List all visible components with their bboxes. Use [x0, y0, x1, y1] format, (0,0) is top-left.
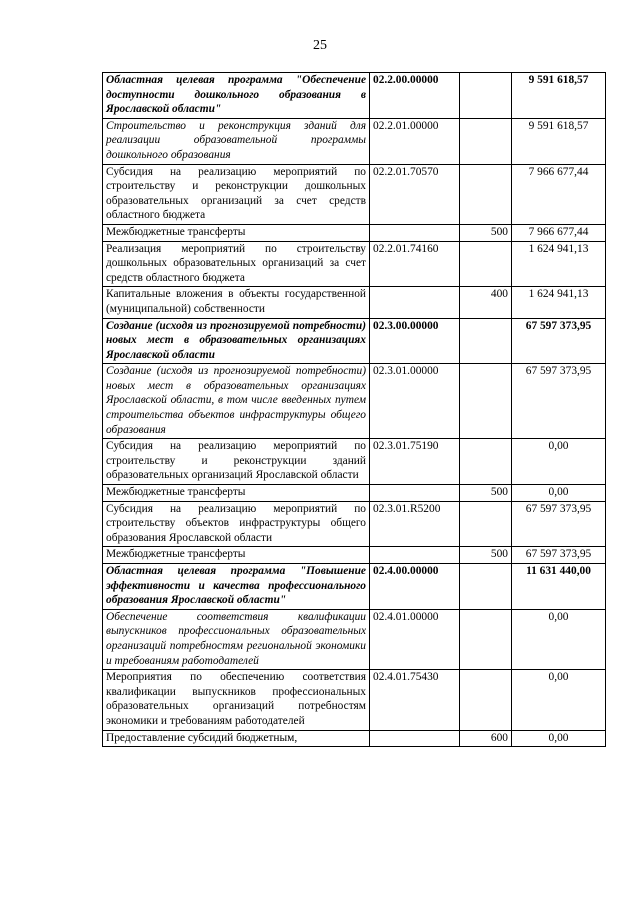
row-amount-cell: 67 597 373,95 [512, 501, 606, 547]
table-row [103, 164, 606, 224]
row-expense-type-cell [460, 73, 512, 119]
table-row [103, 501, 606, 547]
row-name-cell: Субсидия на реализацию мероприятий по строительству и реконструкции дошкольных образовательных организаций за счет средств областного бюджета [103, 164, 370, 224]
row-amount-cell: 1 624 941,13 [512, 241, 606, 287]
row-name-cell: Обеспечение соответствия квалификации выпускников профессиональных образовательных организаций потребностям региональной экономики и требованиям работодателей [103, 609, 370, 669]
row-code-cell [370, 485, 460, 502]
page-number: 25 [313, 38, 327, 53]
row-expense-type-cell [460, 501, 512, 547]
row-expense-type-cell [460, 364, 512, 439]
row-amount-cell: 11 631 440,00 [512, 564, 606, 610]
row-amount-cell: 0,00 [512, 670, 606, 730]
row-name-cell: Межбюджетные трансферты [103, 485, 370, 502]
program-row [103, 73, 606, 119]
row-name-cell: Субсидия на реализацию мероприятий по строительству объектов инфраструктуры общего образования Ярославской области [103, 501, 370, 547]
row-code-cell: 02.3.01.R5200 [370, 501, 460, 547]
table-row [103, 730, 606, 747]
row-code-cell: 02.2.01.00000 [370, 118, 460, 164]
row-amount-cell: 0,00 [512, 609, 606, 669]
row-amount-cell: 1 624 941,13 [512, 287, 606, 318]
row-expense-type-cell [460, 609, 512, 669]
row-expense-type-cell: 500 [460, 485, 512, 502]
row-amount-cell: 0,00 [512, 439, 606, 485]
row-expense-type-cell: 500 [460, 547, 512, 564]
budget-table-body [103, 73, 606, 747]
row-expense-type-cell [460, 164, 512, 224]
row-name-cell: Капитальные вложения в объекты государственной (муниципальной) собственности [103, 287, 370, 318]
table-row [103, 547, 606, 564]
row-amount-cell: 0,00 [512, 730, 606, 747]
table-row [103, 439, 606, 485]
row-code-cell: 02.2.01.70570 [370, 164, 460, 224]
row-name-cell: Предоставление субсидий бюджетным, [103, 730, 370, 747]
row-code-cell: 02.4.01.00000 [370, 609, 460, 669]
row-expense-type-cell: 400 [460, 287, 512, 318]
table-row [103, 224, 606, 241]
budget-table [102, 72, 606, 747]
row-code-cell: 02.4.01.75430 [370, 670, 460, 730]
row-expense-type-cell [460, 439, 512, 485]
row-code-cell [370, 224, 460, 241]
row-name-cell: Субсидия на реализацию мероприятий по строительству и реконструкции зданий образовательных организаций Ярославской области [103, 439, 370, 485]
row-amount-cell: 7 966 677,44 [512, 224, 606, 241]
row-expense-type-cell [460, 318, 512, 364]
row-amount-cell: 67 597 373,95 [512, 318, 606, 364]
row-code-cell: 02.3.01.75190 [370, 439, 460, 485]
row-expense-type-cell [460, 564, 512, 610]
row-code-cell [370, 287, 460, 318]
subprogram-row [103, 609, 606, 669]
row-code-cell [370, 730, 460, 747]
row-code-cell: 02.4.00.00000 [370, 564, 460, 610]
program-row [103, 564, 606, 610]
row-name-cell: Областная целевая программа "Обеспечение доступности дошкольного образования в Ярославской области" [103, 73, 370, 119]
row-amount-cell: 9 591 618,57 [512, 73, 606, 119]
row-code-cell: 02.3.00.00000 [370, 318, 460, 364]
row-name-cell: Межбюджетные трансферты [103, 224, 370, 241]
row-code-cell: 02.3.01.00000 [370, 364, 460, 439]
row-amount-cell: 67 597 373,95 [512, 364, 606, 439]
row-name-cell: Реализация мероприятий по строительству дошкольных образовательных организаций за счет средств областного бюджета [103, 241, 370, 287]
row-amount-cell: 7 966 677,44 [512, 164, 606, 224]
row-expense-type-cell: 500 [460, 224, 512, 241]
row-name-cell: Мероприятия по обеспечению соответствия квалификации выпускников профессиональных образовательных организаций потребностям экономики и требованиям работодателей [103, 670, 370, 730]
row-amount-cell: 0,00 [512, 485, 606, 502]
table-row [103, 241, 606, 287]
program-row [103, 318, 606, 364]
row-name-cell: Межбюджетные трансферты [103, 547, 370, 564]
row-code-cell [370, 547, 460, 564]
row-expense-type-cell: 600 [460, 730, 512, 747]
row-name-cell: Областная целевая программа "Повышение эффективности и качества профессионального образования Ярославской области" [103, 564, 370, 610]
row-code-cell: 02.2.01.74160 [370, 241, 460, 287]
subprogram-row [103, 364, 606, 439]
row-expense-type-cell [460, 241, 512, 287]
row-expense-type-cell [460, 670, 512, 730]
table-row [103, 670, 606, 730]
row-expense-type-cell [460, 118, 512, 164]
row-name-cell: Создание (исходя из прогнозируемой потребности) новых мест в образовательных организациях Ярославской области, в том числе введенных путем строительства объектов инфраструктуры общего образования [103, 364, 370, 439]
table-row [103, 287, 606, 318]
row-amount-cell: 67 597 373,95 [512, 547, 606, 564]
row-name-cell: Создание (исходя из прогнозируемой потребности) новых мест в образовательных организациях Ярославской области [103, 318, 370, 364]
subprogram-row [103, 118, 606, 164]
row-name-cell: Строительство и реконструкция зданий для реализации образовательной программы дошкольного образования [103, 118, 370, 164]
row-amount-cell: 9 591 618,57 [512, 118, 606, 164]
table-row [103, 485, 606, 502]
row-code-cell: 02.2.00.00000 [370, 73, 460, 119]
